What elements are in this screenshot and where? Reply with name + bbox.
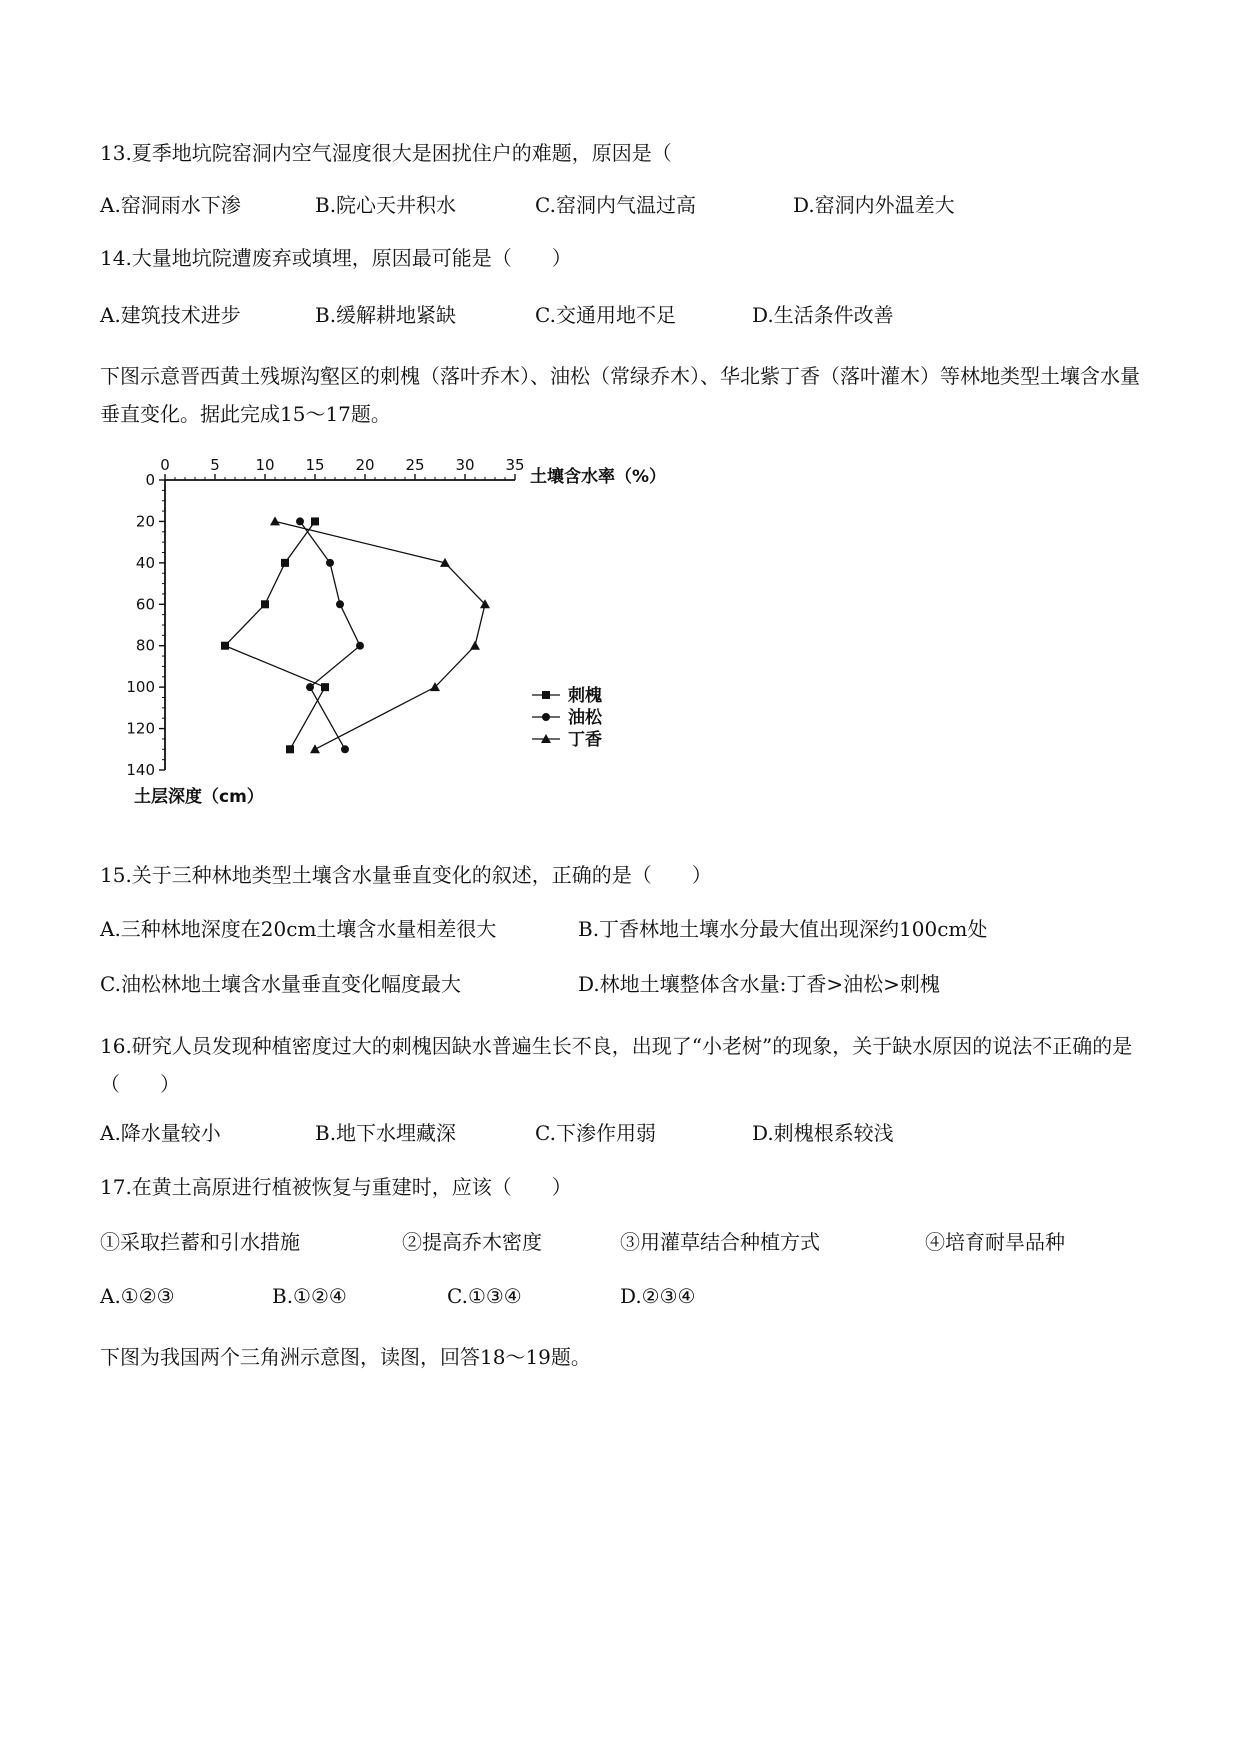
y-tick-label: 60 <box>135 595 155 614</box>
x-tick-label: 0 <box>160 456 170 474</box>
legend-label: 刺槐 <box>568 686 602 706</box>
q17-item-4: ④培育耐旱品种 <box>925 1230 1065 1254</box>
q16-option-c: C.下渗作用弱 <box>535 1121 656 1145</box>
q17-option-b: B.①②④ <box>272 1284 347 1308</box>
soil-moisture-chart <box>120 450 680 820</box>
y-tick-label: 120 <box>126 719 155 738</box>
chart-y-axis-label: 土层深度（cm） <box>134 787 264 807</box>
x-tick-label: 15 <box>305 456 325 474</box>
intro-15-17: 下图示意晋西黄土残塬沟壑区的刺槐（落叶乔木）、油松（常绿乔木）、华北紫丁香（落叶灌木）等林地类型土壤含水量垂直变化。据此完成15～17题。 <box>100 364 1140 426</box>
q17-option-c: C.①③④ <box>447 1284 522 1308</box>
series-3-line <box>275 521 485 749</box>
q17-item-1: ①采取拦蓄和引水措施 <box>100 1230 300 1254</box>
circle-marker <box>296 517 304 525</box>
q17-item-3: ③用灌草结合种植方式 <box>620 1230 820 1254</box>
circle-marker <box>341 745 349 753</box>
legend-label: 油松 <box>568 708 602 728</box>
q13-option-a: A.窑洞雨水下渗 <box>100 193 241 217</box>
square-marker <box>261 600 269 608</box>
q13-option-b: B.院心天井积水 <box>315 193 457 217</box>
chart-axes <box>126 456 524 779</box>
q17-item-2: ②提高乔木密度 <box>402 1230 542 1254</box>
q15-stem: 15.关于三种林地类型土壤含水量垂直变化的叙述，正确的是（ ） <box>100 863 712 887</box>
square-marker <box>281 559 289 567</box>
q14-option-b: B.缓解耕地紧缺 <box>315 303 457 327</box>
q16-stem: 16.研究人员发现种植密度过大的刺槐因缺水普遍生长不良，出现了“小老树”的现象，关于缺水原因的说法不正确的是（ ） <box>100 1034 1133 1096</box>
q17-option-d: D.②③④ <box>620 1284 696 1308</box>
intro-18-19: 下图为我国两个三角洲示意图，读图，回答18～19题。 <box>100 1345 591 1369</box>
x-tick-label: 30 <box>455 456 475 474</box>
x-tick-label: 25 <box>405 456 425 474</box>
circle-marker <box>326 559 334 567</box>
series-1 <box>221 517 329 753</box>
y-tick-label: 80 <box>135 636 155 655</box>
y-tick-label: 40 <box>135 553 155 572</box>
q16-option-a: A.降水量较小 <box>100 1121 221 1145</box>
square-marker <box>321 683 329 691</box>
legend-circle-marker <box>542 713 550 721</box>
q16-option-b: B.地下水埋藏深 <box>315 1121 457 1145</box>
triangle-marker <box>270 516 280 525</box>
q16-option-d: D.刺槐根系较浅 <box>752 1121 894 1145</box>
q15-option-b: B.丁香林地土壤水分最大值出现深约100cm处 <box>578 917 988 941</box>
q14-option-a: A.建筑技术进步 <box>100 303 241 327</box>
chart-legend <box>532 685 603 750</box>
circle-marker <box>336 600 344 608</box>
chart-series <box>221 516 490 753</box>
chart-x-axis-label: 土壤含水率（%） <box>530 467 667 487</box>
series-1-line <box>225 521 325 749</box>
q15-option-c: C.油松林地土壤含水量垂直变化幅度最大 <box>100 972 461 996</box>
x-tick-label: 10 <box>255 456 275 474</box>
triangle-marker <box>310 744 320 753</box>
circle-marker <box>306 683 314 691</box>
y-tick-label: 0 <box>145 471 155 489</box>
q13-stem: 13.夏季地坑院窑洞内空气湿度很大是困扰住户的难题，原因是（ <box>100 141 672 165</box>
q17-stem: 17.在黄土高原进行植被恢复与重建时，应该（ ） <box>100 1175 572 1199</box>
square-marker <box>221 642 229 650</box>
x-tick-label: 35 <box>505 456 525 474</box>
y-tick-label: 20 <box>135 512 155 531</box>
q15-option-d: D.林地土壤整体含水量:丁香>油松>刺槐 <box>578 972 940 996</box>
legend-label: 丁香 <box>568 730 602 750</box>
legend-square-marker <box>542 691 550 699</box>
series-3 <box>270 516 490 753</box>
q13-option-d: D.窑洞内外温差大 <box>793 193 955 217</box>
triangle-marker <box>470 641 480 650</box>
q14-stem: 14.大量地坑院遭废弃或填埋，原因最可能是（ ） <box>100 246 572 270</box>
x-tick-label: 20 <box>355 456 375 474</box>
square-marker <box>311 517 319 525</box>
square-marker <box>286 745 294 753</box>
circle-marker <box>356 642 364 650</box>
y-tick-label: 140 <box>126 761 155 779</box>
x-tick-label: 5 <box>210 456 220 474</box>
q14-option-d: D.生活条件改善 <box>752 303 894 327</box>
series-2 <box>296 517 364 753</box>
q15-option-a: A.三种林地深度在20cm土壤含水量相差很大 <box>100 917 497 941</box>
q14-option-c: C.交通用地不足 <box>535 303 676 327</box>
q17-option-a: A.①②③ <box>100 1284 175 1308</box>
y-tick-label: 100 <box>126 678 155 697</box>
q13-option-c: C.窑洞内气温过高 <box>535 193 696 217</box>
